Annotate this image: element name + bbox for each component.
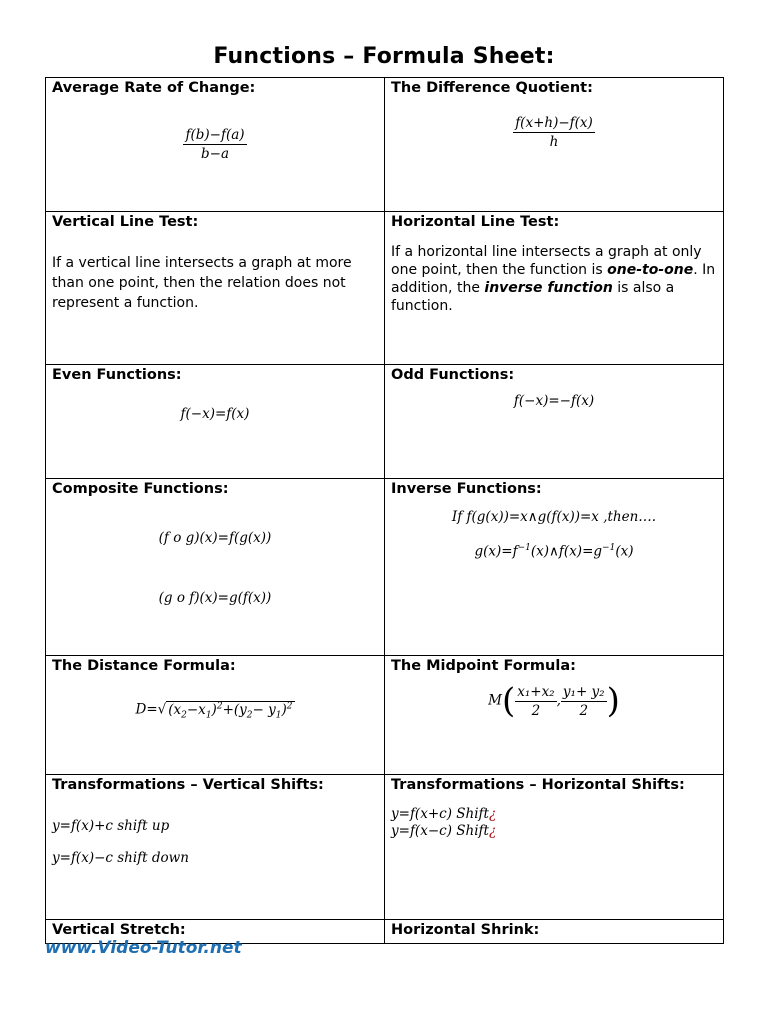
formula-difference-quotient: $\frac{f(x+h)-f(x)}{h}$ [515,115,593,150]
footer-website-link[interactable]: www.Video-Tutor.net [45,938,242,958]
formula-composite-gof: (g o f)(x)=g(f(x)) [158,590,272,606]
heading-midpoint-formula: The Midpoint Formula: [391,658,576,674]
heading-distance-formula: The Distance Formula: [52,658,236,674]
cell-horizontal-shifts [385,775,724,920]
page-title: Functions – Formula Sheet: [213,44,555,69]
cell-even-functions [46,365,385,479]
formula-distance: D=√ $(x_2-x_1)^2+(y_2- y_1)^2$ [135,701,293,721]
heading-vertical-stretch: Vertical Stretch: [52,922,186,938]
formula-composite-fog: (f o g)(x)=f(g(x)) [158,530,272,546]
heading-inverse-functions: Inverse Functions: [391,481,542,497]
cell-average-rate [46,78,385,212]
heading-even-functions: Even Functions: [52,367,182,383]
formula-inverse-condition: If f(g(x))=x∧g(f(x))=x ,then…. [451,509,657,525]
heading-composite-functions: Composite Functions: [52,481,229,497]
cell-composite-functions [46,479,385,656]
heading-vertical-shifts: Transformations – Vertical Shifts: [52,777,324,793]
formula-shift-right: y=f(x−c) Shift¿ [391,823,497,839]
cell-horizontal-line-test [385,212,724,365]
cell-inverse-functions [385,479,724,656]
cell-vertical-line-test [46,212,385,365]
cell-distance-formula [46,656,385,775]
heading-odd-functions: Odd Functions: [391,367,515,383]
heading-horizontal-shrink: Horizontal Shrink: [391,922,540,938]
formula-midpoint: M( $\frac{\text{x₁+x₂}}{2}$ , $\frac{\text{y₁+ y₂}}{2}$ ) [488,681,620,721]
heading-average-rate: Average Rate of Change: [52,80,256,96]
heading-difference-quotient: The Difference Quotient: [391,80,593,96]
formula-average-rate: $\frac{f(b)-f(a)}{b-a}$ [185,127,245,162]
text-vertical-line-test: If a vertical line intersects a graph at more than one point, then the relation does not represent a function. [52,255,352,311]
heading-vertical-line-test: Vertical Line Test: [52,214,199,230]
cell-odd-functions [385,365,724,479]
formula-odd: f(−x)=−f(x) [513,393,595,409]
heading-horizontal-line-test: Horizontal Line Test: [391,214,560,230]
cell-vertical-shifts [46,775,385,920]
cell-midpoint-formula [385,656,724,775]
formula-shift-down: y=f(x)−c shift down [52,850,189,866]
cell-difference-quotient [385,78,724,212]
text-horizontal-line-test: If a horizontal line intersects a graph at only one point, then the function is one-to-one. In addition, the inverse function is also a function. [391,244,716,314]
formula-inverse-relation: $g(x)=f^{-1}(x)\wedge f(x)=g^{-1}(x)$ [474,543,634,560]
cell-horizontal-shrink [385,920,724,944]
formula-table [45,77,724,944]
formula-even: f(−x)=f(x) [180,406,250,422]
formula-shift-up: y=f(x)+c shift up [52,818,170,834]
heading-horizontal-shifts: Transformations – Horizontal Shifts: [391,777,685,793]
formula-shift-left: y=f(x+c) Shift¿ [391,806,497,822]
